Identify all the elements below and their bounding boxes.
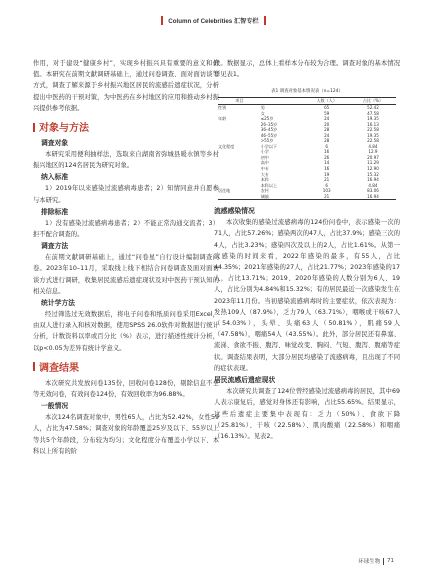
- table-cell: 15.32: [367, 171, 379, 177]
- section-heading-methods: [33, 117, 219, 137]
- table-cell: 47.58: [367, 110, 379, 116]
- table-cell: 16.13: [367, 121, 379, 127]
- general-heading: 一般情况: [41, 402, 69, 411]
- table-cell: [218, 194, 261, 200]
- inclusion-heading: 纳入标准: [41, 173, 69, 182]
- table-cell: 小学以下: [260, 143, 278, 149]
- table-cell: 19.35: [367, 132, 379, 138]
- table-cell: 12.90: [367, 165, 379, 171]
- table-cell: 20.97: [367, 154, 379, 160]
- header-mark-left: [161, 16, 163, 25]
- statistics-heading: 统计学方法: [41, 299, 75, 308]
- infection-heading: 流感感染情况: [214, 207, 255, 216]
- table-cell: 文化程度: [218, 143, 235, 149]
- table-cell: 36–45岁: [260, 127, 278, 133]
- table-cell: 16: [324, 165, 330, 171]
- subject-text: 本研究采用便利抽样法，选取来自湖南省弥城县暖水镇等乡村振兴地区的124名居民为研究对象。: [33, 151, 219, 170]
- exclusion-text: 1）没有感染过流感病毒患者；2）不能正常沟通交流者；3）拒不配合调查的。: [33, 219, 219, 239]
- table-cell: 28: [324, 127, 330, 133]
- table-cell: >55岁: [260, 138, 274, 144]
- table-cell: 21: [303, 194, 350, 200]
- demographics-table: [218, 97, 396, 200]
- table-cell: 4.84: [368, 143, 378, 149]
- page-footer: [358, 557, 394, 565]
- table-cell: 21: [324, 177, 330, 183]
- subject-heading: 调查对象: [41, 139, 69, 148]
- table-cell: 高中: [260, 160, 269, 166]
- table-cell: 6: [325, 143, 328, 149]
- table-cell: 中专: [260, 165, 269, 171]
- results-text: 本次研究共发放问卷135份，回收问卷128份，剔除信息不全等无效问卷，有效问卷124份，有效回收率为96.88%。: [33, 379, 219, 399]
- heading-bar: [33, 362, 35, 371]
- table-cell: 103: [322, 188, 331, 194]
- table-cell: 6: [325, 182, 328, 188]
- left-column: [33, 58, 219, 457]
- exclusion-heading: 排除标准: [41, 207, 69, 216]
- table-cell: 59: [324, 110, 330, 116]
- table-cell: 26: [324, 154, 330, 160]
- table-header-cell: 项目: [218, 98, 261, 105]
- running-header: [0, 14, 427, 26]
- sequela-heading: 居民流感后遗症现状: [214, 376, 276, 385]
- table-cell: 19: [324, 171, 330, 177]
- table-row: [218, 194, 396, 200]
- table-cell: 初中: [260, 154, 269, 160]
- table-cell: 男: [260, 104, 265, 110]
- table-cell: 19.35: [367, 116, 379, 122]
- infection-text: 本次收集的感染过流感病毒的124份问卷中，表示感染一次的71人，占比57.26%；感染两次的47人，占比37.9%；感染三次的4人，占比3.23%；感染四次及以上的2人，占比1.61%。从第一次感染的时间来看，2022年感染的最多，有55人，占比44.35%；2021年感染的27人，占比21.77%；2023年感染的17人，占比13.71%；2019、2020年感染的人数分别为6人、19人，占比分别为4.84%和15.32%；有的居民最近一次感染发生在2023年11月份。当初感染流感病毒时的主要症状，依次表现为：发热109人（87.9%），乏力79人（63.71%），咽喉或干咳67人（54.03%），头晕、头痛63人（50.81%），肌痛59人（47.58%），咽痛54人（43.55%）。此外，部分居民还有鼻塞、流涕、食欲不振、腹泻、味觉改变、胸闷、气短、腹泻、腹痛等症状。调查结果表明，大部分居民均感染了流感病毒，且出现了不同的症状表现。: [214, 219, 400, 372]
- table-cell: 12.9: [368, 149, 378, 155]
- table-cell: 20: [324, 121, 330, 127]
- table-cell: 46–55岁: [260, 132, 278, 138]
- heading-bar: [33, 123, 35, 132]
- header-mark-right: [264, 16, 266, 25]
- table-cell: 16: [324, 149, 330, 155]
- right-top-text: 段。数据显示，总体上看样本分布较为合理。调查对象的基本情况详见表1。: [214, 60, 400, 79]
- table-cell: 性别: [218, 104, 227, 110]
- table-cell: 年龄: [218, 116, 227, 122]
- table-body: [218, 104, 396, 199]
- table-cell: 24: [324, 132, 330, 138]
- right-column: [214, 58, 400, 442]
- table-cell: 11.29: [367, 160, 379, 166]
- table-cell: 22.58: [367, 138, 379, 144]
- table-cell: 4.84: [368, 182, 378, 188]
- table-cell: 28: [324, 138, 330, 144]
- table-cell: 城镇: [261, 194, 304, 200]
- table-1: [214, 88, 400, 200]
- table-cell: 本科以上: [260, 182, 278, 188]
- table-cell: 22.58: [367, 127, 379, 133]
- method-heading: 调查方法: [41, 242, 69, 251]
- general-text: 本次124名调查对象中，男性65人，占比为52.42%，女性59人，占比为47.58%；调查对象的年龄覆盖25岁及以下、55岁以上等共5个年龄段，分布较为均匀；文化程度分布覆盖小学以下、本科以上所有的阶: [33, 414, 219, 455]
- table-cell: 居住地: [218, 188, 231, 194]
- footer-separator: [383, 558, 384, 565]
- statistics-text: 经过筛选过无效数据后，将电子问卷和纸质问卷采用Excel，由双人进行录入和核对数据，使用SPSS 26.0软件对数据进行统计分析，计数资料以率或百分比（%）表示，进行描述性统计分析，以p<0.05为差异有统计学意义。: [33, 311, 219, 352]
- section-heading-results: [33, 357, 219, 377]
- table-cell: 52.42: [367, 104, 379, 110]
- table-cell: 14: [324, 160, 330, 166]
- table-cell: 26–35岁: [260, 121, 278, 127]
- method-text: 在前期文献调研基础上，通过“问卷星”自行设计编制调查问卷。2023年10–11月，采取线上线下相结合问卷调查及面对面访谈方式进行调研，收集居民流感后遗症现状及对中医药干预认知的相关信息。: [33, 254, 219, 295]
- table-cell: 16.94: [350, 194, 396, 200]
- table-cell: 小学: [260, 149, 269, 155]
- methods-heading: 对象与方法: [39, 123, 89, 135]
- table-cell: 24: [324, 116, 330, 122]
- table-cell: ≤25岁: [260, 116, 274, 122]
- intro-paragraph: 作用，对于建设“健康乡村”，实现乡村振兴具有重要的意义和价值。本研究在前期文献调研基础上，通过问卷调查、面对面访谈等方式，调查了解来源于乡村振兴地区居民的流感后遗症状况，分析提出中医药的干预对策，为中医药在乡村地区的应用和推动乡村振兴提供参考依据。: [33, 60, 219, 112]
- results-heading: 调查结果: [39, 362, 79, 374]
- table-cell: 女: [260, 110, 265, 116]
- header-title: Column of Celebrities 汇智专栏: [168, 17, 259, 25]
- table-header-cell: 占比（%）: [350, 98, 396, 105]
- page-number: 71: [387, 558, 394, 564]
- table-title: 表1 调查对象基本情况表（n=124）: [271, 89, 343, 95]
- footer-brand: 环球生物: [358, 559, 381, 565]
- table-cell: 大专: [260, 171, 269, 177]
- inclusion-text: 1）2019年以来感染过流感病毒患者；2）知情同意并自愿参与本研究。: [33, 185, 219, 204]
- table-cell: 16.94: [367, 177, 379, 183]
- table-cell: 65: [324, 104, 330, 110]
- table-cell: 83.06: [367, 188, 379, 194]
- table-header-cell: 人数（人）: [303, 98, 350, 105]
- table-cell: 本科: [260, 177, 269, 183]
- table-cell: 农村: [260, 188, 269, 194]
- sequela-text: 本次研究共调查了124位曾经感染过流感病毒的居民，其中69人表示康复后，感觉对身体还有影响，占比55.65%。结果显示，这些后遗症主要集中表现有：乏力（50%）、食欲下降（25.81%）、干咳（22.58%）、肌肉酸痛（22.58%）和咽痛（16.13%）。见表2。: [214, 388, 400, 440]
